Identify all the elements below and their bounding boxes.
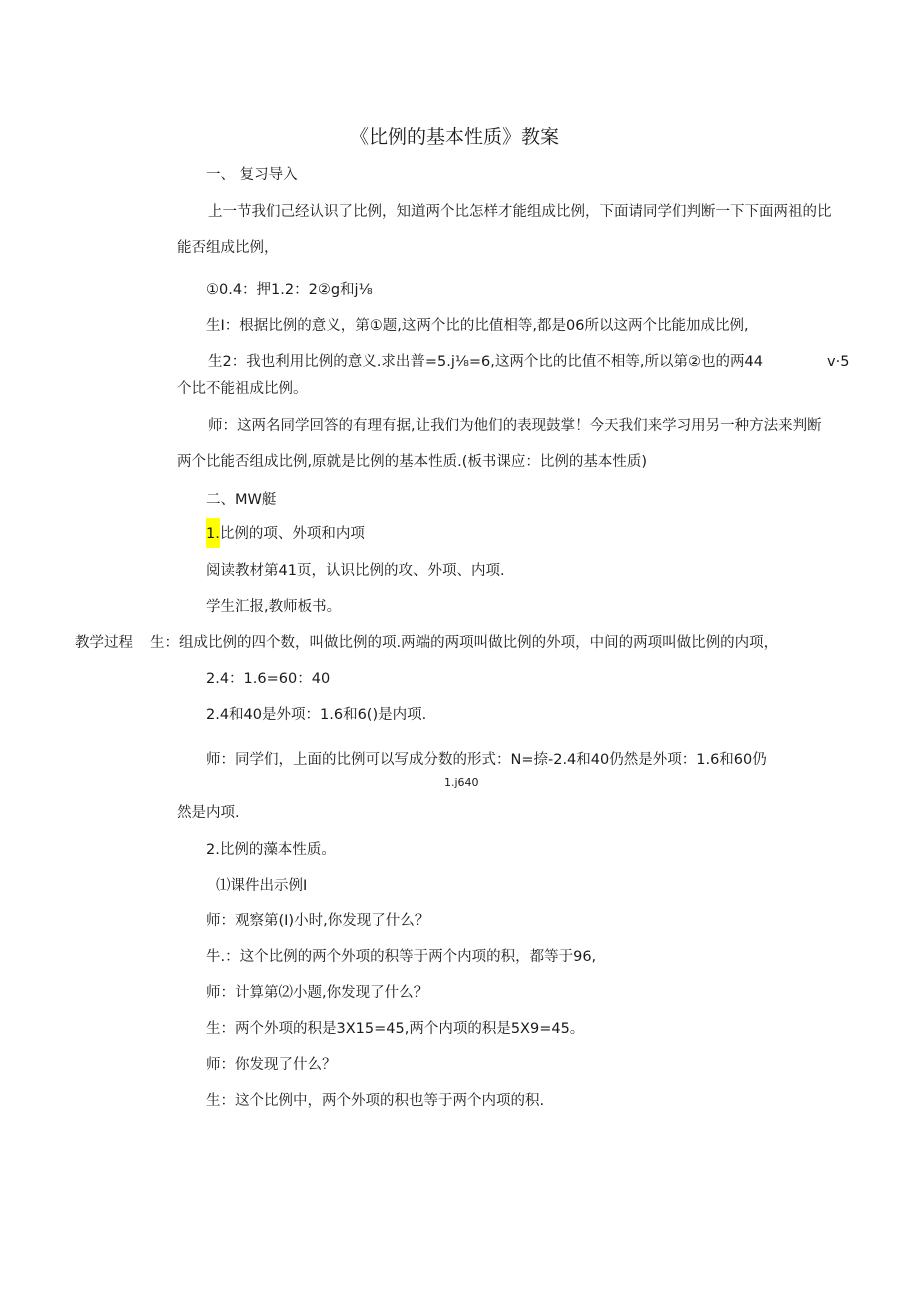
margin-label: 教学过程 — [75, 635, 133, 651]
teacher5-question: 师：你发现了什么？ — [206, 1057, 337, 1073]
student2-aside: v·5 — [827, 354, 850, 370]
teacher2-line2: 然是内项. — [177, 805, 240, 821]
teacher3-question: 师：观察第(I)小时,你发现了什么？ — [206, 913, 430, 929]
student5-answer: 生：两个外项的积是3X15=45,两个内项的积是5X9=45。 — [206, 1021, 585, 1037]
equation-line2: 2.4和40是外项：1.6和6()是内项. — [206, 707, 427, 723]
teacher1-line2: 两个比能否组成比例,原就是比例的基本性质.(板书课应：比例的基本性质) — [177, 454, 648, 470]
section-heading-new: 二、MW艇 — [206, 492, 277, 508]
equation-line1: 2.4：1.6=60：40 — [206, 671, 331, 687]
paragraph-intro-line2: 能否组成比例， — [177, 240, 279, 256]
student1-answer: 生I：根据比例的意义，第①题,这两个比的比值相等,都是06所以这两个比能加成比例, — [206, 318, 749, 334]
teacher2-line1: 师：同学们，上面的比例可以写成分数的形式：N=捺-2.4和40仍然是外项：1.6和60仍 — [206, 752, 767, 768]
student3-answer: 生：组成比例的四个数，叫做比例的项.两端的两项叫做比例的外项，中间的两项叫做比例的内项， — [150, 635, 779, 651]
section-heading-review: 一、 复习导入 — [206, 167, 298, 183]
item1-text: 比例的项、外项和内项 — [219, 526, 365, 542]
document-title: 《比例的基本性质》教案 — [350, 126, 560, 148]
student2-answer-line1: 生2：我也利用比例的意义.求出普=5.j⅛=6,这两个比的比值不相等,所以第②也的两44 — [208, 354, 763, 370]
student-report: 学生汇报,教师板书。 — [206, 599, 342, 615]
question-line: ①0.4：押1.2：2②g和j⅛ — [206, 282, 373, 298]
teacher1-line1: 师：这两名同学回答的有理有据,让我们为他们的表现鼓掌！今天我们来学习用另一种方法来判断 — [208, 418, 822, 434]
student2-answer-line2: 个比不能祖成比例。 — [177, 381, 308, 397]
teacher4-question: 师：计算第⑵小题,你发现了什么？ — [206, 985, 429, 1001]
student6-answer: 生：这个比例中，两个外项的积也等于两个内项的积. — [206, 1093, 545, 1109]
paragraph-intro-line1: 上一节我们己经认识了比例，知道两个比怎样才能组成比例，下面请同学们判断一下下面两祖的比 — [208, 204, 832, 220]
item2-subheading: ⑴课件出示例I — [216, 878, 308, 894]
reading-instruction: 阅读教材第41页，认识比例的攻、外项、内项. — [206, 563, 505, 579]
highlight-mark: 1. — [206, 518, 220, 548]
student4-answer: 牛.：这个比例的两个外项的积等于两个内项的积，都等于96, — [206, 949, 597, 965]
item1-heading — [206, 524, 365, 548]
fraction-subscript: 1.j640 — [444, 776, 479, 789]
item2-heading: 2.比例的藻本性质。 — [206, 842, 336, 858]
